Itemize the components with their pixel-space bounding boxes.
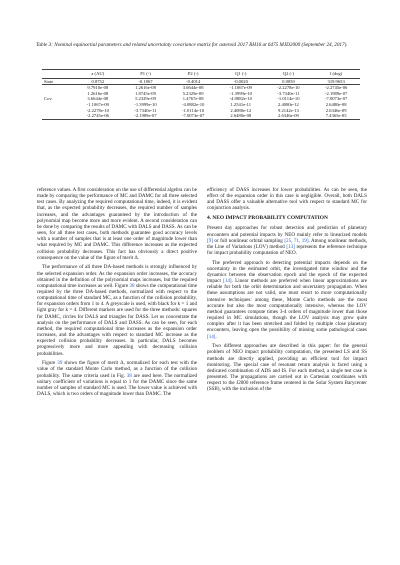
table-cell: 2.6346e-09	[325, 107, 347, 113]
row-label: Cov.	[44, 96, 53, 102]
left-column	[37, 187, 197, 401]
citation-link[interactable]: [14]	[223, 278, 232, 285]
header-cell: Q2 (-)	[282, 71, 295, 76]
table-cell: 7.4365e-05	[325, 113, 347, 119]
citation-link[interactable]: [9]	[207, 237, 213, 244]
table-cell: 9.2142e-13	[278, 107, 299, 113]
table-cell: -2.2745e-06	[86, 113, 109, 119]
table-cell: -1.3999e-10	[134, 101, 157, 107]
table-cell: -1.3999e-10	[229, 90, 252, 96]
table-cell: 1.2541e-11	[230, 101, 252, 107]
table-row	[42, 113, 360, 119]
table-cell: 5.2329e-09	[135, 96, 156, 102]
table-cell: -3.7340e-11	[134, 107, 157, 113]
table-cell: 1.8745e-09	[135, 90, 156, 96]
table-cell: 1.2616e-08	[135, 85, 156, 91]
table-cell: -3.7340e-11	[277, 90, 300, 96]
table-cell: -2.2278e-10	[277, 85, 300, 91]
right-column	[207, 187, 367, 396]
paragraph: reference values. A first consideration on the use of differential algebra can be made by comparing the performance of MC and DAMC for all three selected test cases. By analyzing the required computational time, indeed, it is evident that, as the expected probability decreases, the required number of samples increases, and the advantages guaranteed by the introduction of the polynomial map become more and more evident. A second consideration can be done by comparing the results of DAMC with DALS and DASS. As can be seen, for all three test cases, both methods guarantee good accuracy levels with a number of samples that is at least one order of magnitude lower than what required by MC and DAMC. This difference increases as the expected collision probability decreases. This fact has obviously a direct positive consequence on the value of the figure of merit Δ.	[37, 187, 197, 261]
table-cell: 2.6480e-08	[230, 113, 252, 119]
table-cell: 1.2616e-08	[87, 90, 109, 96]
table-cell: 2.6346e-09	[278, 113, 299, 119]
table-cell: -0.0020	[233, 78, 248, 84]
table-cell: 2.6480e-08	[325, 101, 347, 107]
figure-link[interactable]: 38	[129, 282, 135, 289]
table-cell: -7.0073e-07	[324, 96, 348, 102]
table-cell: -2.1989e-07	[324, 90, 348, 96]
table-cell: -7.0073e-07	[181, 113, 205, 119]
paragraph: efficiency of DASS increases for lower probabilities. As can be seen, the effect of the expansion order in this case is negligible. Overall, both DALS and DASS offer a valuable alternative tool with respect to standard MC for conjunction analysis.	[207, 187, 367, 212]
header-cell: P2 (-)	[187, 71, 199, 76]
table-cell: -4.0882e-10	[181, 101, 205, 107]
header-cell: a (AU)	[91, 71, 105, 76]
state-row	[42, 78, 360, 85]
table-cell: 5.2329e-09	[182, 90, 204, 96]
paragraph: Two different approaches are described in this paper: for the general problem of NEO impact probability computation, the presented LS and SS methods are directly applied, providing an efficient tool for impact monitoring. The special case of resonant return analysis is faced using a dedicated combination of ADS and IS. For each method, a single test case is presented. The propagations are carried out in Cartesian coordinates with respect to the J2000 reference frame centered in the Solar System Barycenter (SSB), with the inclusion of the	[207, 343, 367, 393]
paragraph: The preferred approach to detecting potential impacts depends on the uncertainty in the estimated orbit, the investigated time window and the dynamics between the observation epoch and the epoch of the expected impact [14]. Linear methods are preferred when linear approximations are reliable for both the orbit determination and uncertainty propagation. When these assumptions are not valid, one must resort to more computationally intensive techniques: among these, Monte Carlo methods are the most accurate but also the most computationally intensive, whereas the LOV method guarantees compute times 3-4 orders of magnitude lower than those required in MC simulations, though the LOV analysis may grow quite complex after it has been stretched and folded by multiple close planetary encounters, leaving open the possibility of missing some pathological cases [14].	[207, 259, 367, 340]
table-cell: 0.8752	[91, 78, 105, 84]
table-cell: -0.1867	[138, 78, 153, 84]
table-cell: -0.4014	[186, 78, 201, 84]
table-cell: -2.2278e-10	[86, 107, 109, 113]
table-cell: -1.0114e-10	[277, 96, 300, 102]
table-cell: 3.6644e-08	[87, 96, 109, 102]
table-cell: 3.6644e-08	[182, 85, 204, 91]
table-cell: 0.0050	[282, 78, 295, 84]
figure-link[interactable]: 39	[57, 360, 63, 367]
paragraph: The performance of all three DA-based methods is strongly influenced by the selected expansion order. As the expansion order increases, the accuracy obtained in the definition of the polynomial maps increases, but the required computational time increases as well. Figure 38 shows the computational time required by the three DA-based methods, normalized with respect to the computational time of standard MC, as a function of the collision probability, for expansion orders from 1 to 4. A greyscale is used, with black for k = 1 and light gray for k = 4. Different markers are used for the three methods: squares for DAMC, circles for DALS and triangles for DASS. Let us concentrate the analysis on the performance of DALS and DASS. As can be seen, for each method, the required computational time increases as the expansion order increases, and the advantages with respect to standard MC increase as the expected collision probability decreases. In particular, DALS becomes progressively more and more appealing with decreasing collision probabilities.	[37, 264, 198, 357]
row-label: State	[44, 78, 54, 84]
header-cell	[42, 70, 74, 79]
section-heading: 4. NEO IMPACT PROBABILITY COMPUTATION	[207, 215, 328, 222]
table-cell: -4.0882e-10	[229, 96, 252, 102]
table-cell: 2.4080e-12	[230, 107, 252, 113]
citation-link[interactable]: [14]	[207, 333, 216, 340]
covariance-table	[42, 69, 360, 120]
paragraph: Present day approaches for robust detection and prediction of planetary encounters and potential impacts by NEO mainly refer to linearized models [9] or full nonlinear orbital sampling [25, 71, 19]. Among nonlinear methods, the Line of Variations (LOV) method [13] represents the reference technique for impact probability computation of NEO.	[207, 225, 367, 257]
paragraph: Figure 39 shows the figure of merit Δ, normalized for each test with the value of the standard Monte Carlo method, as a function of the collision probability. The same criteria used in Fig. 38 are used here. The normalized unitary coefficient of variations is equal to 1 for the DAMC since the same number of samples of standard MC is used. The lower value is achieved with DALS, which is two orders of magnitude lower than DAMC. The	[37, 360, 198, 397]
table-caption: Table 3: Nominal equinoctial parameters and related uncertainty covariance matrix for asteroid 2017 RH16 at 6475 MJD2000 (September 24, 2017).	[36, 42, 348, 48]
table-cell: -2.1989e-07	[134, 113, 157, 119]
header-cell: Q1 (-)	[235, 71, 247, 76]
header-cell: l (deg)	[330, 71, 343, 76]
table-cell: -1.1067e-09	[229, 85, 252, 91]
table-cell: 319.9653	[327, 78, 345, 84]
table-cell: 9.7910e-08	[87, 85, 109, 91]
figure-link[interactable]: 38	[126, 372, 132, 379]
header-cell: P1 (-)	[140, 71, 151, 76]
table-cell: -1.1067e-09	[86, 101, 109, 107]
citation-link[interactable]: [25, 71, 19]	[284, 237, 309, 244]
citation-link[interactable]: [13]	[286, 243, 295, 250]
table-cell: -1.0114e-10	[182, 107, 205, 113]
table-cell: -2.2745e-06	[324, 85, 348, 91]
table-cell: 2.4080e-12	[278, 101, 299, 107]
table-header-row	[42, 70, 360, 79]
table-cell: 1.4767e-08	[182, 96, 204, 102]
